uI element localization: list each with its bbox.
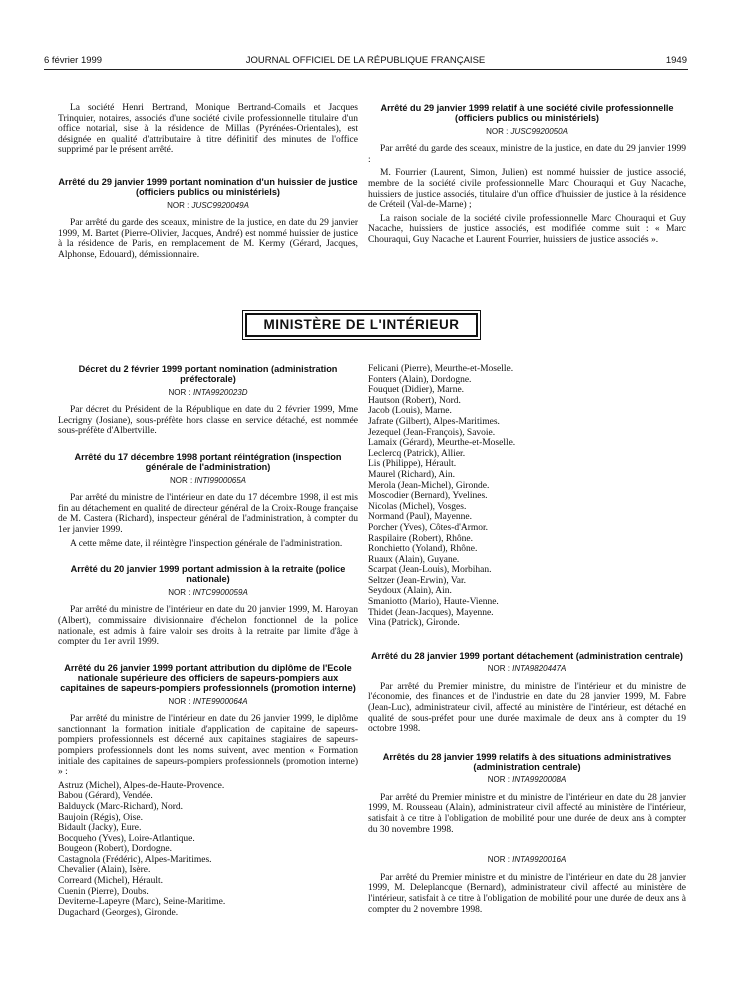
section-title: Arrêté du 17 décembre 1998 portant réintégration (inspection générale de l'administration) bbox=[74, 451, 342, 473]
nor-reference bbox=[58, 201, 358, 212]
list-item: Thidet (Jean-Jacques), Mayenne. bbox=[368, 607, 494, 618]
list-item: Bougeon (Robert), Dordogne. bbox=[58, 844, 172, 855]
laureate-list bbox=[58, 781, 358, 919]
list-item: Baujoin (Régis), Oise. bbox=[58, 812, 143, 823]
paragraph: La raison sociale de la société civile professionnelle Marc Chouraqui et Guy Nacache, huissiers de justice associés, est modifiée comme suit : « Marc Chouraqui, Guy Nacache et Laurent Fourrier, huissiers de justice associés ». bbox=[368, 213, 686, 245]
section-title: Arrêté du 20 janvier 1999 portant admission à la retraite (police nationale) bbox=[70, 564, 346, 585]
nor-reference bbox=[368, 127, 686, 138]
list-item: Babou (Gérard), Vendée. bbox=[58, 791, 153, 802]
list-item: Hautson (Robert), Nord. bbox=[368, 395, 461, 406]
nor-code: INTA9920023D bbox=[192, 387, 248, 397]
left-column bbox=[58, 364, 358, 918]
paragraph: Par arrêté du Premier ministre et du ministre de l'intérieur en date du 28 janvier 1999, M. Rousseau (Alain), administrateur civil affecté au ministère de l'intérieur, satisfait à ce titre à l'obligation de mobilité pour une durée de deux ans à compter du 30 novembre 1998. bbox=[368, 792, 686, 835]
top-left-column bbox=[58, 103, 358, 264]
nor-reference: NOR : INTA9820447A bbox=[487, 664, 567, 674]
paragraph: Par arrêté du Premier ministre et du ministre de l'intérieur en date du 28 janvier 1999, M. Deleplancque (Bernard), administrateur civil affecté au ministère de l'intérieur, satisfait à ce titre à l'obligation de mobilité pour une durée de deux ans à compter du 2 novembre 1998. bbox=[368, 872, 686, 915]
section-title: Arrêté du 28 janvier 1999 portant détachement (administration centrale) bbox=[371, 650, 683, 661]
list-item: Ruaux (Alain), Guyane. bbox=[368, 554, 460, 565]
paragraph: Par arrêté du garde des sceaux, ministre de la justice, en date du 29 janvier 1999 : bbox=[368, 144, 686, 165]
list-item: Bocqueho (Yves), Loire-Atlantique. bbox=[58, 833, 195, 844]
nor-reference: NOR : INTC9900059A bbox=[168, 587, 248, 597]
list-item: Felicani (Pierre), Meurthe-et-Moselle. bbox=[368, 364, 514, 374]
section-title: Décret du 2 février 1999 portant nomination (administration préfectorale) bbox=[78, 364, 338, 385]
journal-title: JOURNAL OFFICIEL DE LA RÉPUBLIQUE FRANÇAISE bbox=[245, 55, 486, 66]
paragraph: Par arrêté du ministre de l'intérieur en date du 26 janvier 1999, le diplôme sanctionnant la formation initiale d'application de capitaine de sapeurs-pompiers professionnels est décerné aux capitaines stagiaires de sapeurs-pompiers professionnels dont les noms suivent, avec mention « Formation initiale des capitaines de sapeurs-pompiers professionnels (promotion interne) » : bbox=[58, 714, 358, 778]
section-title: Arrêté du 29 janvier 1999 relatif à une société civile professionnelle (officiers publics ou ministériels) bbox=[380, 103, 674, 124]
laureate-list-continued bbox=[368, 364, 686, 629]
list-item: Castagnola (Frédéric), Alpes-Maritimes. bbox=[58, 854, 212, 865]
list-item: Seydoux (Alain), Ain. bbox=[368, 586, 452, 597]
nor-reference: NOR : INTA9920023D bbox=[168, 387, 248, 397]
list-item: Jezequel (Jean-François), Savoie. bbox=[368, 427, 496, 438]
list-item: Leclercq (Patrick), Allier. bbox=[368, 448, 466, 459]
list-item: Seltzer (Jean-Erwin), Var. bbox=[368, 575, 466, 586]
nor-code: INTA9820447A bbox=[512, 664, 567, 674]
list-item: Jafrate (Gilbert), Alpes-Maritimes. bbox=[368, 416, 500, 427]
list-item: Fouquet (Didier), Marne. bbox=[368, 385, 465, 396]
nor-reference: NOR : INTI9900065A bbox=[169, 475, 247, 485]
list-item: Raspilaire (Robert), Rhône. bbox=[368, 533, 474, 544]
nor-code: JUSC9920050A bbox=[510, 126, 568, 136]
list-item: Deviterne-Lapeyre (Marc), Seine-Maritime. bbox=[58, 897, 226, 908]
nor-code: INTC9900059A bbox=[192, 587, 248, 597]
paragraph: Par arrêté du garde des sceaux, ministre de la justice, en date du 29 janvier 1999, M. Bartet (Pierre-Olivier, Jacques, André) est nommé huissier de justice à la résidence de Paris, en remplacement de M. Kermy (Gérard, Jacques, Alphonse, Edouard), démissionnaire. bbox=[58, 218, 358, 260]
nor-code: INTA9920008A bbox=[512, 775, 567, 785]
paragraph: M. Fourrier (Laurent, Simon, Julien) est nommé huissier de justice associé, membre de la société civile professionnelle Marc Chouraqui et Guy Nacache, huissiers de justice associés, titulaire d'un office d'huissier de justice à la résidence de Créteil (Val-de-Marne) ; bbox=[368, 168, 686, 211]
list-item: Smaniotto (Mario), Haute-Vienne. bbox=[368, 597, 499, 608]
nor-reference: NOR : INTE9900064A bbox=[168, 696, 248, 706]
nor-label: NOR : bbox=[486, 126, 509, 136]
list-item: Normand (Paul), Mayenne. bbox=[368, 512, 472, 523]
list-item: Bidault (Jacky), Eure. bbox=[58, 823, 142, 834]
nor-label: NOR : bbox=[167, 200, 190, 210]
list-item: Vina (Patrick), Gironde. bbox=[368, 618, 460, 629]
paragraph: Par arrêté du Premier ministre, du ministre de l'intérieur et du ministre de l'économie, des finances et de l'industrie en date du 28 janvier 1999, M. Fabre (Jean-Luc), administrateur civil, affecté au ministère de l'intérieur, est détaché en qualité de sous-préfet pour une durée maximale de deux ans à compter du 19 octobre 1998. bbox=[368, 681, 686, 735]
right-column bbox=[368, 364, 686, 918]
list-item: Moscodier (Bernard), Yvelines. bbox=[368, 491, 488, 502]
header-rule bbox=[44, 69, 688, 70]
section-title: Arrêté du 29 janvier 1999 portant nomination d'un huissier de justice (officiers publics ou ministériels) bbox=[58, 176, 358, 198]
paragraph: La société Henri Bertrand, Monique Bertrand-Comails et Jacques Trinquier, notaires, associés d'une société civile professionnelle titulaire d'un office notarial, sise à la résidence de Millas (Pyrénées-Orientales), est désignée en qualité d'attributaire à titre définitif des minutes de l'office supprimé par le présent arrêté. bbox=[58, 103, 358, 156]
list-item: Scarpat (Jean-Louis), Morbihan. bbox=[368, 565, 492, 576]
section-title: Arrêté du 26 janvier 1999 portant attribution du diplôme de l'Ecole nationale supérieure des officiers de sapeurs-pompiers aux capitaines de sapeurs-pompiers professionnels (promotion interne) bbox=[60, 662, 356, 694]
list-item: Fonters (Alain), Dordogne. bbox=[368, 374, 472, 385]
list-item: Porcher (Yves), Côtes-d'Armor. bbox=[368, 522, 489, 533]
paragraph: Par arrêté du ministre de l'intérieur en date du 17 décembre 1998, il est mis fin au détachement en qualité de directeur général de la Croix-Rouge française de M. Castera (Richard), inspecteur général de l'administration, à compter du 1er janvier 1999. bbox=[58, 493, 358, 535]
top-right-column bbox=[368, 103, 686, 249]
list-item: Dugachard (Georges), Gironde. bbox=[58, 907, 179, 918]
paragraph: Par arrêté du ministre de l'intérieur en date du 20 janvier 1999, M. Haroyan (Albert), commissaire divisionnaire d'échelon fonctionnel de la police nationale, est admis à faire valoir ses droits à la retraite par limite d'âge à compter du 1er avril 1999. bbox=[58, 605, 358, 648]
list-item: Nicolas (Michel), Vosges. bbox=[368, 501, 467, 512]
section-title: Arrêtés du 28 janvier 1999 relatifs à des situations administratives (administration centrale) bbox=[382, 751, 672, 772]
list-item: Ronchietto (Yoland), Rhône. bbox=[368, 544, 478, 555]
list-item: Lis (Philippe), Hérault. bbox=[368, 459, 457, 470]
list-item: Merola (Jean-Michel), Gironde. bbox=[368, 480, 490, 491]
list-item: Correard (Michel), Hérault. bbox=[58, 876, 163, 887]
nor-code: JUSC9920049A bbox=[191, 200, 249, 210]
list-item: Balduyck (Marc-Richard), Nord. bbox=[58, 801, 184, 812]
nor-reference: NOR : INTA9920016A bbox=[487, 855, 567, 865]
nor-code: INTA9920016A bbox=[512, 855, 567, 865]
ministry-banner: MINISTÈRE DE L'INTÉRIEUR bbox=[245, 313, 478, 337]
nor-code: INTI9900065A bbox=[194, 475, 247, 485]
header-date: 6 février 1999 bbox=[44, 55, 103, 66]
list-item: Chevalier (Alain), Isère. bbox=[58, 865, 151, 876]
paragraph: A cette même date, il réintègre l'inspection générale de l'administration. bbox=[70, 538, 343, 549]
paragraph: Par décret du Président de la République en date du 2 février 1999, Mme Lecrigny (Josiane), sous-préfète hors classe en service détaché, est nommée sous-préfète d'Albertville. bbox=[58, 405, 358, 437]
list-item: Jacob (Louis), Marne. bbox=[368, 406, 452, 417]
list-item: Cuenin (Pierre), Doubs. bbox=[58, 886, 149, 897]
list-item: Maurel (Richard), Ain. bbox=[368, 469, 456, 480]
nor-reference: NOR : INTA9920008A bbox=[487, 775, 567, 785]
list-item: Astruz (Michel), Alpes-de-Haute-Provence. bbox=[58, 780, 225, 791]
list-item: Lamaix (Gérard), Meurthe-et-Moselle. bbox=[368, 438, 516, 449]
page-number: 1949 bbox=[665, 55, 687, 66]
nor-code: INTE9900064A bbox=[192, 696, 248, 706]
